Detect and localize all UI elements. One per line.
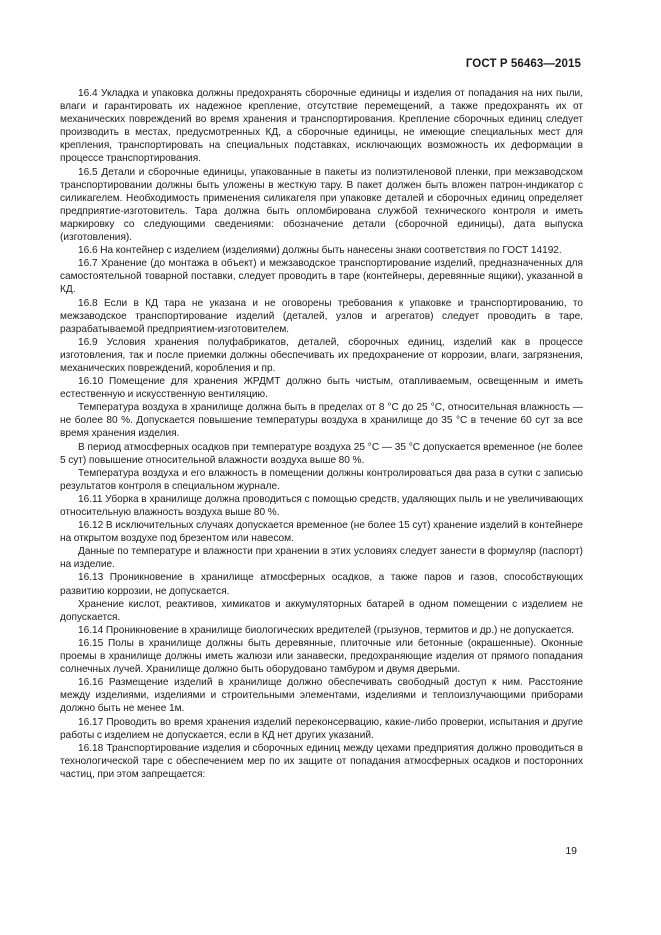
paragraph-passport-data: Данные по температуре и влажности при хранении в этих условиях следует занести в формуляр (паспорт) на изделие. xyxy=(60,546,583,571)
paragraph-16-5: 16.5 Детали и сборочные единицы, упакованные в пакеты из полиэтиленовой пленки, при межзаводском транспортировании должны быть уложены в жесткую тару. В пакет должен быть вложен патрон-индикатор с силикагелем. Необходимость применения силикагеля при упаковке деталей и сборочных единиц определяет предприятие-изготовитель. Тара должна быть опломбирована службой технического контроля и иметь маркировку со следующими сведениями: обозначение детали (сборочной единицы), дата выпуска (изготовления). xyxy=(60,166,583,244)
paragraph-precipitation: В период атмосферных осадков при температуре воздуха 25 °С — 35 °С допускается временное (не более 5 сут) повышение относительной влажности воздуха выше 80 %. xyxy=(60,441,583,466)
paragraph-16-16: 16.16 Размещение изделий в хранилище должно обеспечивать свободный доступ к ним. Расстояние между изделиями, изделиями и строительными элементами, изделиями и теплоизлучающими приборами должно быть не менее 1м. xyxy=(60,677,583,715)
paragraph-16-11: 16.11 Уборка в хранилище должна проводиться с помощью средств, удаляющих пыль и не увеличивающих относительную влажность воздуха выше 80 %. xyxy=(60,493,583,518)
document-body xyxy=(60,87,583,781)
paragraph-16-7: 16.7 Хранение (до монтажа в объект) и межзаводское транспортирование изделий, предназначенных для самостоятельной товарной поставки, следует проводить в таре (контейнеры, деревянные ящики), указанной в КД. xyxy=(60,258,583,296)
paragraph-16-9: 16.9 Условия хранения полуфабрикатов, деталей, сборочных единиц, изделий как в процессе изготовления, так и после приемки должны обеспечивать их предохранение от коррозии, влаги, загрязнения, механических повреждений, коробления и пр. xyxy=(60,336,583,374)
paragraph-16-10: 16.10 Помещение для хранения ЖРДМТ должно быть чистым, отапливаемым, освещенным и иметь естественную и искусственную вентиляцию. xyxy=(60,376,583,401)
paragraph-16-4: 16.4 Укладка и упаковка должны предохранять сборочные единицы и изделия от попадания на них пыли, влаги и гарантировать их надежное крепление, отсутствие перемещений, а также предохранять их от механических повреждений во время хранения и транспортирования. Крепление сборочных единиц следует производить в местах, предусмотренных КД, а сборочные единицы, не имеющие специальных мест для крепления, транспортировать на специальных подставках, исключающих возможность их деформации в процессе транспортирования. xyxy=(60,88,583,165)
paragraph-16-15: 16.15 Полы в хранилище должны быть деревянные, плиточные или бетонные (окрашенные). Оконные проемы в хранилище должны иметь жалюзи или занавески, предохраняющие изделия от прямого попадания солнечных лучей. Хранилище должно быть оборудовано тамбуром и двумя дверьми. xyxy=(60,637,583,676)
paragraph-16-13: 16.13 Проникновение в хранилище атмосферных осадков, а также паров и газов, способствующих развитию коррозии, не допускается. xyxy=(60,572,583,597)
paragraph-temperature-range: Температура воздуха в хранилище должна быть в пределах от 8 °С до 25 °С, относительная влажность — не более 80 %. Допускается повышение температуры воздуха в хранилище до 35 °С в течение 60 сут за все время хранения изделия. xyxy=(60,402,583,440)
paragraph-16-18: 16.18 Транспортирование изделия и сборочных единиц между цехами предприятия должно проводиться в технологической таре с обеспечением мер по их защите от попадания атмосферных осадков и посторонних частиц, при этом запрещается: xyxy=(60,742,583,780)
paragraph-humidity-control: Температура воздуха и его влажность в помещении должны контролироваться два раза в сутки с записью результатов контроля в специальном журнале. xyxy=(60,467,583,492)
paragraph-acid-storage: Хранение кислот, реактивов, химикатов и аккумуляторных батарей в одном помещении с изделием не допускается. xyxy=(60,598,583,623)
paragraph-16-14: 16.14 Проникновение в хранилище биологических вредителей (грызунов, термитов и др.) не допускается. xyxy=(78,624,575,636)
paragraph-16-17: 16.17 Проводить во время хранения изделий переконсервацию, какие-либо проверки, испытания и другие работы с изделием не допускается, если в КД нет других указаний. xyxy=(60,716,583,741)
page-number: 19 xyxy=(565,845,577,857)
paragraph-16-6: 16.6 На контейнер с изделием (изделиями) должны быть нанесены знаки соответствия по ГОСТ 14192. xyxy=(78,245,562,257)
standard-code-header: ГОСТ Р 56463—2015 xyxy=(465,58,581,70)
paragraph-16-8: 16.8 Если в КД тара не указана и не оговорены требования к упаковке и транспортированию, то межзаводское транспортирование изделий (деталей, узлов и агрегатов) следует проводить в таре, разрабатываемой предприятием-изготовителем. xyxy=(60,297,583,335)
paragraph-16-12: 16.12 В исключительных случаях допускается временное (не более 15 сут) хранение изделий в контейнере на открытом воздухе под брезентом или навесом. xyxy=(60,520,583,545)
